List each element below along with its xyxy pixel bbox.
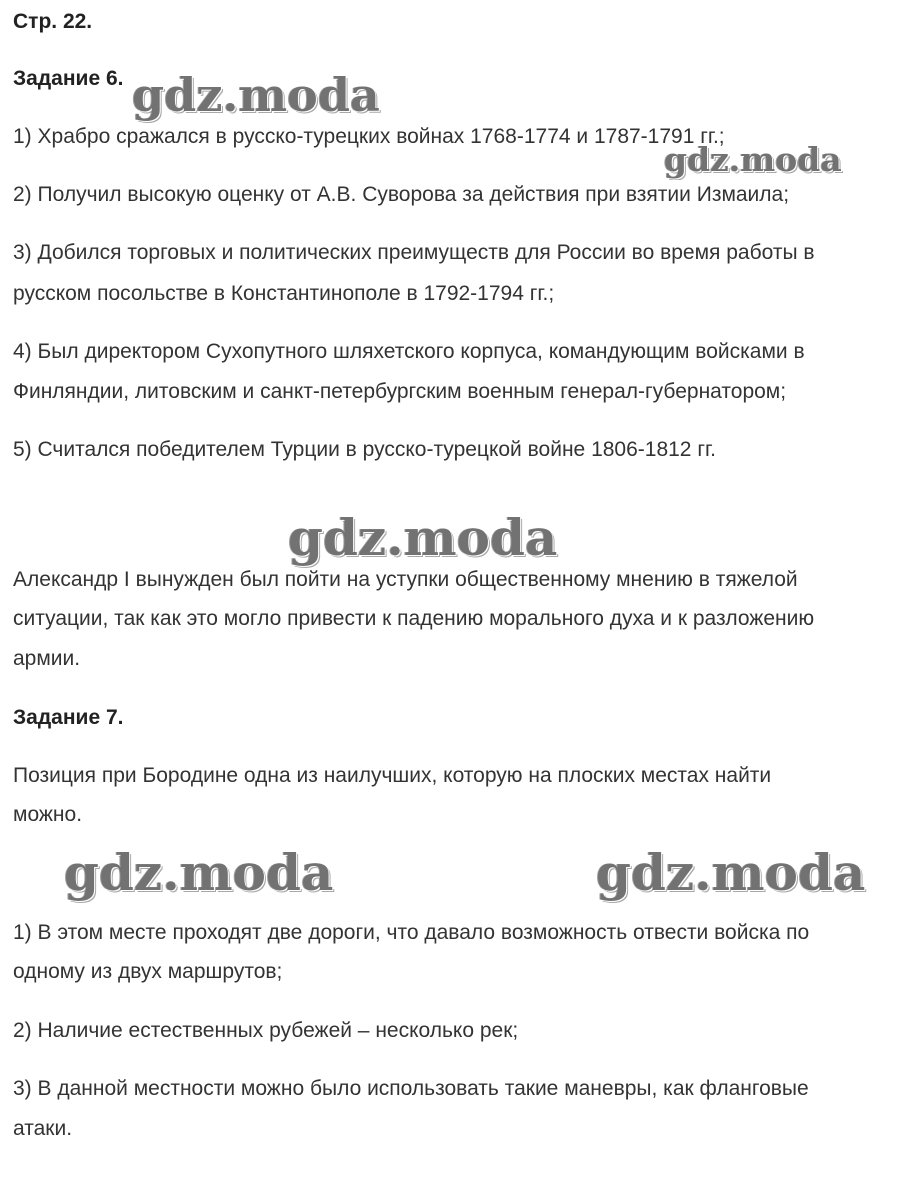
task7-item-3-line-2: атаки.	[13, 1117, 73, 1140]
watermark-logo: gdz.moda	[132, 68, 380, 122]
task7-item-1-line-2: одному из двух маршрутов;	[13, 960, 283, 983]
task6-item-5: 5) Считался победителем Турции в русско-турецкой войне 1806-1812 гг.	[13, 438, 716, 461]
task7-item-1-line-1: 1) В этом месте проходят две дороги, что давало возможность отвести войска по	[13, 921, 810, 944]
task6-item-3-line-2: русском посольстве в Константинополе в 1792-1794 гг.;	[13, 282, 555, 305]
task7-item-2: 2) Наличие естественных рубежей – несколько рек;	[13, 1019, 519, 1042]
task7-intro-line-2: можно.	[13, 803, 83, 826]
page-header: Стр. 22.	[13, 10, 93, 33]
task6-item-3-line-1: 3) Добился торговых и политических преимуществ для России во время работы в	[13, 241, 815, 264]
watermark-logo: gdz.moda	[288, 508, 558, 567]
task7-item-3-line-1: 3) В данной местности можно было использовать такие маневры, как фланговые	[13, 1077, 809, 1100]
watermark-logo: gdz.moda	[596, 843, 866, 902]
task6-paragraph-line-1: Александр I вынужден был пойти на уступки общественному мнению в тяжелой	[13, 568, 798, 591]
watermark-logo: gdz.moda	[664, 140, 842, 179]
task7-heading: Задание 7.	[13, 706, 124, 729]
task6-item-1: 1) Храбро сражался в русско-турецких войнах 1768-1774 и 1787-1791 гг.;	[13, 125, 725, 148]
task6-heading: Задание 6.	[13, 67, 124, 90]
task6-paragraph-line-3: армии.	[13, 647, 81, 670]
task7-intro-line-1: Позиция при Бородине одна из наилучших, которую на плоских местах найти	[13, 764, 772, 787]
task6-item-4-line-2: Финляндии, литовским и санкт-петербургским военным генерал-губернатором;	[13, 380, 787, 403]
task6-item-4-line-1: 4) Был директором Сухопутного шляхетского корпуса, командующим войсками в	[13, 340, 805, 363]
task6-paragraph-line-2: ситуации, так как это могло привести к падению морального духа и к разложению	[13, 607, 815, 630]
task6-item-2: 2) Получил высокую оценку от А.В. Суворова за действия при взятии Измаила;	[13, 183, 790, 206]
watermark-logo: gdz.moda	[64, 843, 334, 902]
